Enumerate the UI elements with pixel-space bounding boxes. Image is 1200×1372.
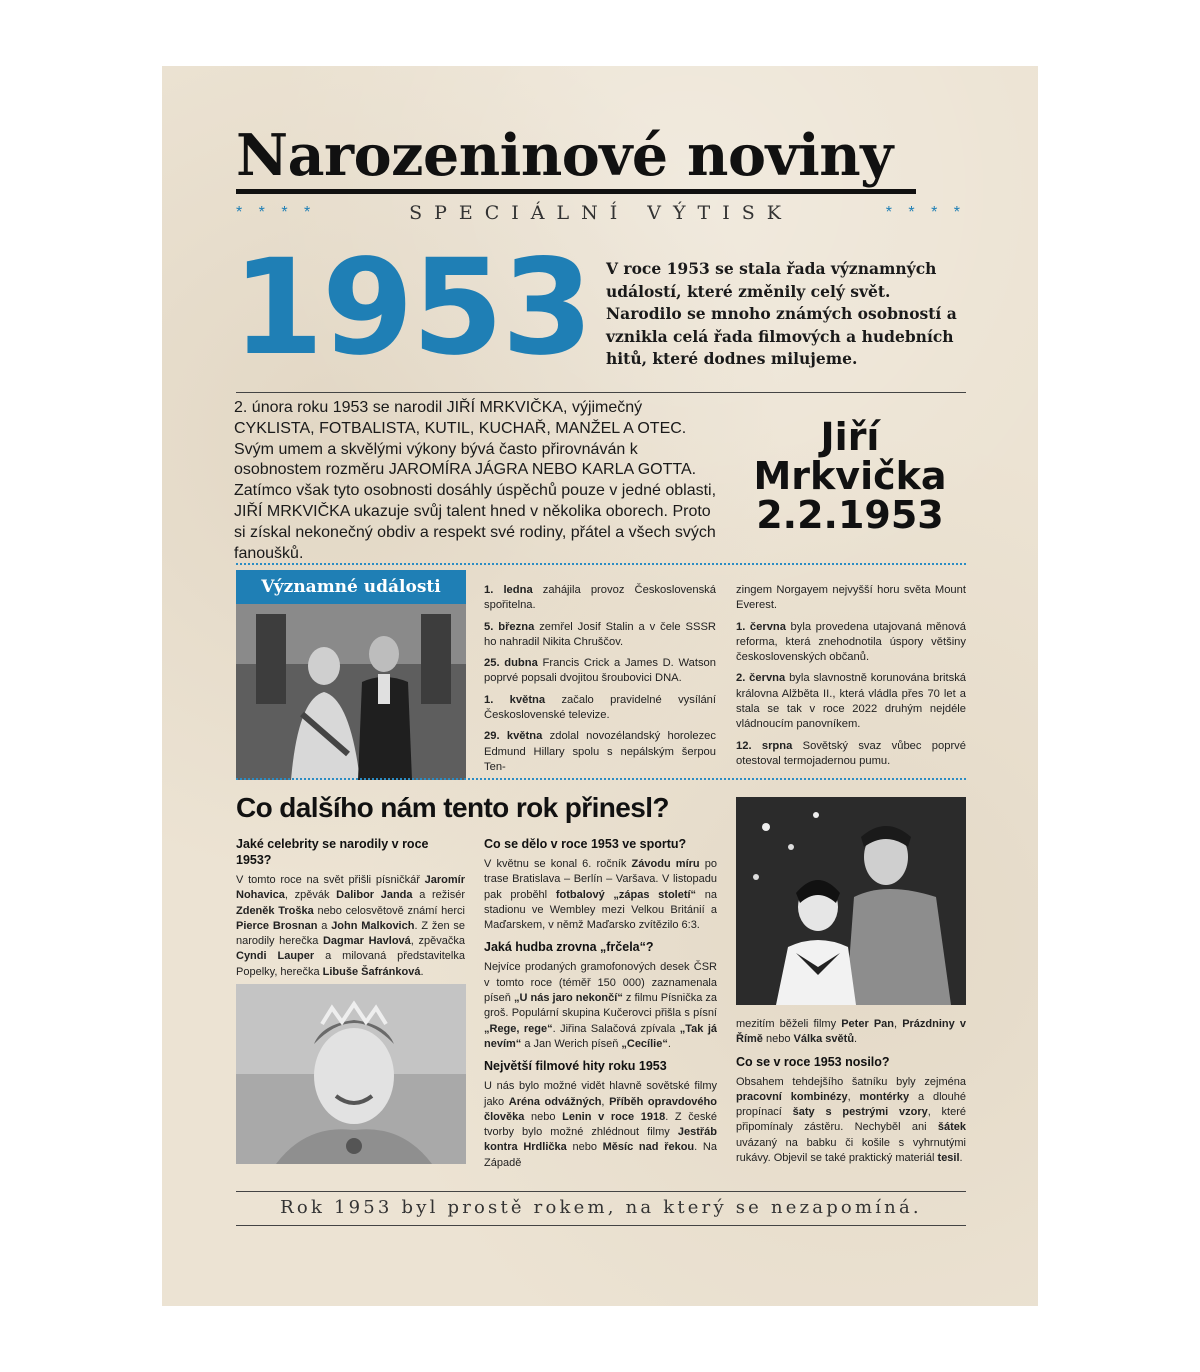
events-heading: Významné události [236, 570, 466, 604]
sport-text: V květnu se konal 6. ročník Závodu míru po trase Bratislava – Berlín – Varšava. V listopadu pak proběhl fotbalový „zápas století“ na stadionu ve Wembley mezi Velkou Británií a Maďarskem, v němž Maďarsko zvítězilo 6:3. [484, 858, 717, 932]
masthead-rule [236, 189, 916, 194]
person-birth-date: 2.2.1953 [756, 493, 944, 537]
films-continuation: mezitím běželi filmy Peter Pan, Prázdniny v Římě nebo Válka světů. [736, 1018, 966, 1046]
section-headline: Co dalšího nám tento rok přinesl? [236, 792, 669, 823]
celebs-heading: Jaké celebrity se narodily v roce 1953? [236, 837, 429, 867]
fashion-text: Obsahem tehdejšího šatníku byly zejména pracovní kombinézy, montérky a dlouhé propínací šaty s pestrými vzory, které připomínaly zástěru. Nechyběl ani šátek uvázaný na babku či košile s vyhrnutými rukávy. Objevil se také praktický materiál tesil. [736, 1075, 967, 1165]
footer-slogan: Rok 1953 byl prostě rokem, na který se nezapomíná. [280, 1197, 922, 1218]
event-item: 29. května zdolal novozélandský horolezec Edmund Hillary spolu s nepálským šerpou Ten- [484, 730, 716, 773]
roman-holiday-photo [736, 797, 966, 1005]
person-last-name: Mrkvička [753, 454, 947, 498]
masthead-subtitle: SPECIÁLNÍ VÝTISK [409, 202, 793, 224]
footer-rule-bottom [236, 1225, 966, 1226]
event-item: 1. června byla provedena utajovaná měnová reforma, která znehodnotila úspory většiny československých občanů. [736, 620, 966, 664]
actress-photo [236, 984, 466, 1164]
event-item: 2. června byla slavnostně korunována britská královna Alžběta II., která vládla přes 70 let a stala se tak v roce 2022 druhým nejdéle vládnoucím panovníkem. [736, 672, 967, 731]
celebs-text: V tomto roce na svět přišli písničkář Jaromír Nohavica, zpěvák Dalibor Janda a režisér Zdeněk Troška nebo celosvětově známí herci Pierce Brosnan a John Malkovich. Z žen se narodily herečka Dagmar Havlová, zpěvačka Cyndi Lauper a milovaná představitelka Popelky, herečka Libuše Šafránková. [236, 874, 465, 978]
music-text: Nejvíce prodaných gramofonových desek ČSR v tomto roce (téměř 150 000) zaznamenala píseň „U nás jaro nekončí“ z filmu Písnička za groš. Populární skupina Kučerovci přišla s písní „Rege, rege“. Jiřina Salačová zpívala „Tak já nevím“ a Jan Werich píseň „Cecílie“. [484, 961, 718, 1050]
event-item: 1. května začalo pravidelné vysílání Československé televize. [484, 693, 716, 722]
films-text: U nás bylo možné vidět hlavně sovětské filmy jako Aréna odvážných, Příběh opravdového člověka nebo Lenin v roce 1918. Z české tvorby bylo možné zhlédnout filmy Jestřáb kontra Hrdlička nebo Měsíc nad řekou. Na Západě [484, 1080, 717, 1169]
footer-rule-top [236, 1191, 966, 1192]
events-column-2 [736, 583, 966, 775]
dotted-divider-bottom [236, 778, 966, 780]
event-item: 5. března zemřel Josif Stalin a v čele SSSR ho nahradil Nikita Chruščov. [484, 620, 716, 648]
divider-intro [236, 392, 966, 393]
fashion-heading: Co se v roce 1953 nosilo? [736, 1054, 890, 1069]
intro-text: V roce 1953 se stala řada významných událostí, které změnily celý svět. Narodilo se mnoho známých osobností a vznikla celá řada filmových a hudebních hitů, které dodnes milujeme. [606, 259, 957, 368]
masthead-title: Narozeninové noviny [236, 122, 893, 189]
birthday-story: 2. února roku 1953 se narodil JIŘÍ MRKVIČKA, výjimečný CYKLISTA, FOTBALISTA, KUTIL, KUCHAŘ, MANŽEL A OTEC. Svým umem a skvělými výkony bývá často přirovnáván k osobnostem rozměru JAROMÍRA JÁGRA NEBO KARLA GOTTA. Zatímco však tyto osobnosti dosáhly úspěchů pouze v jedné oblasti, JIŘÍ MRKVIČKA ukazuje svůj talent hned v několika oborech. Proto si získal nekonečný obdiv a respekt své rodiny, přátel a všech svých fanoušků. [234, 399, 717, 562]
big-year: 1953 [232, 231, 592, 385]
event-continuation: zingem Norgayem nejvyšší horu světa Mount Everest. [736, 584, 966, 612]
right-column [736, 1017, 966, 1172]
masthead-subline [236, 200, 966, 226]
events-column-1 [484, 583, 716, 781]
stars-left-icon: * * * * [236, 204, 317, 221]
music-heading: Jaká hudba zrovna „frčela“? [484, 940, 654, 955]
films-heading: Největší filmové hity roku 1953 [484, 1059, 667, 1074]
celebs-column [236, 836, 465, 986]
event-item: 1. ledna zahájila provoz Československá spořitelna. [484, 584, 716, 612]
royal-couple-photo [236, 604, 466, 780]
middle-column [484, 836, 717, 1177]
person-block [730, 415, 970, 537]
sport-heading: Co se dělo v roce 1953 ve sportu? [484, 837, 687, 851]
person-first-name: Jiří [820, 415, 880, 459]
event-item: 25. dubna Francis Crick a James D. Watson poprvé popsali dvojitou šroubovici DNA. [484, 657, 716, 685]
event-item: 12. srpna Sovětský svaz vůbec poprvé otestoval termojadernou pumu. [736, 739, 966, 767]
dotted-divider-top [236, 563, 966, 565]
stars-right-icon: * * * * [885, 204, 966, 221]
